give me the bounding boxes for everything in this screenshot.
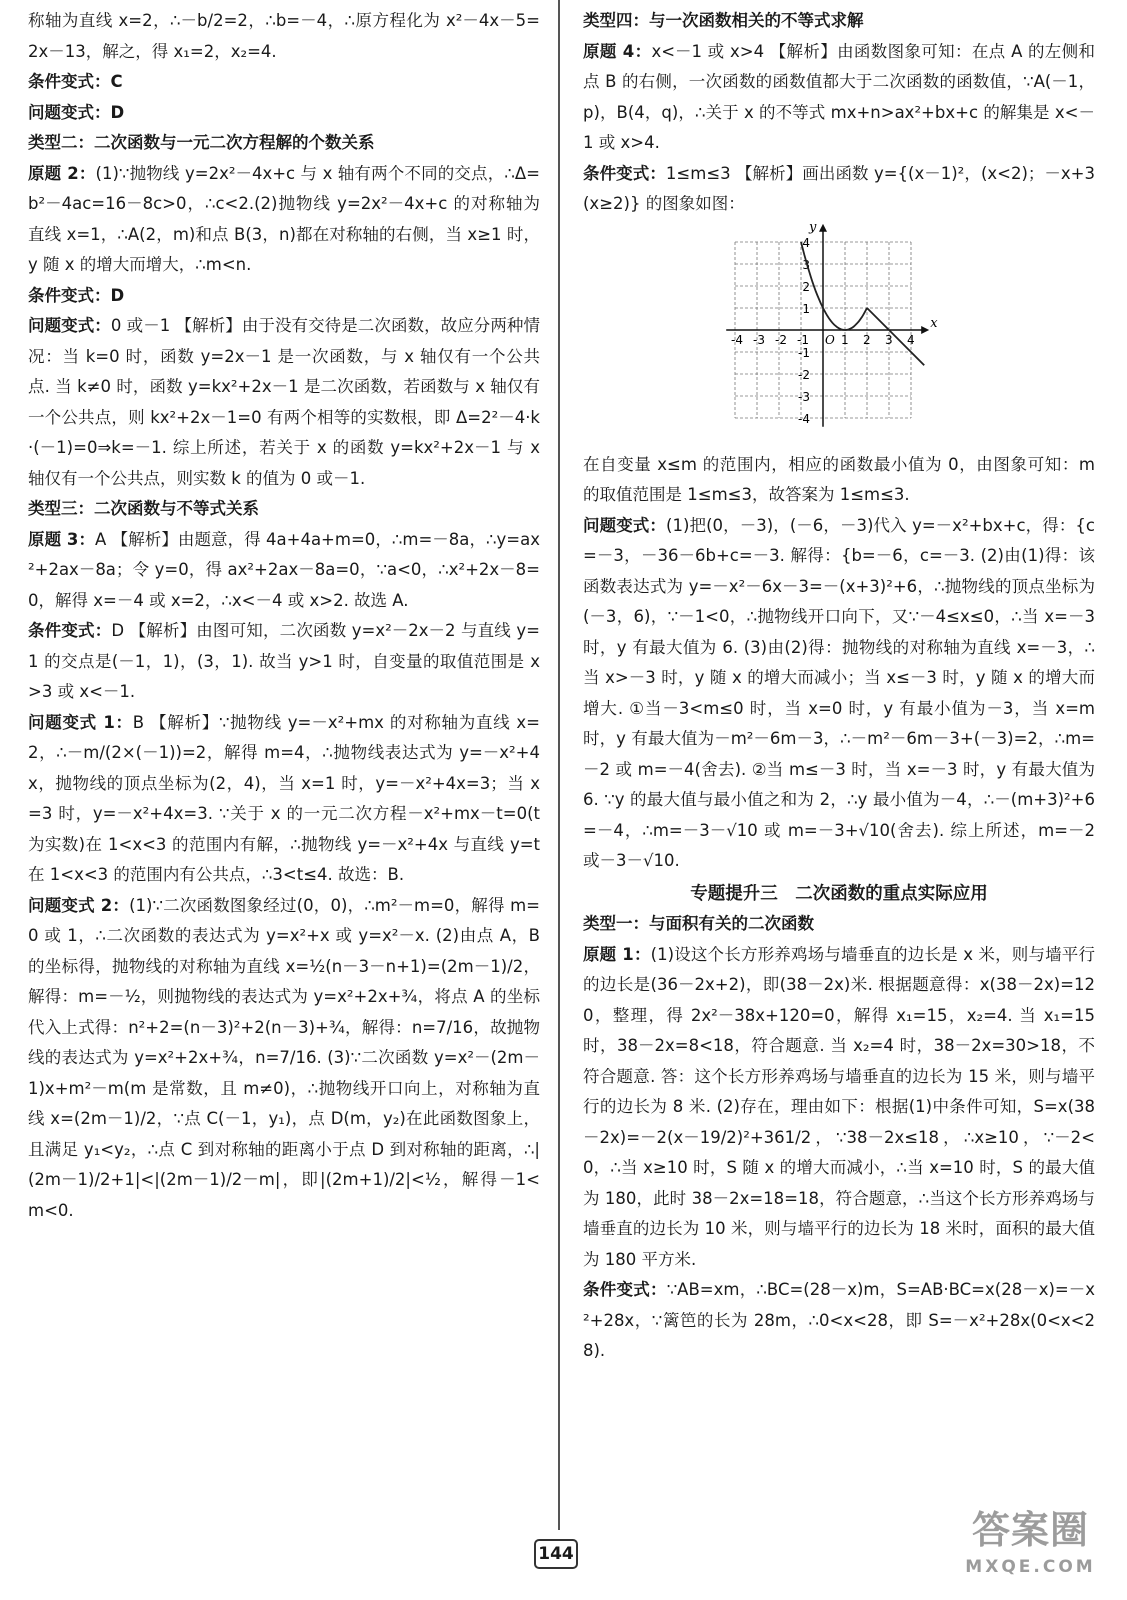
y-tick-label: -2 — [798, 367, 810, 382]
x-tick-label: -1 — [797, 332, 809, 347]
solution-text: 0 或－1 【解析】由于没有交待是二次函数，故应分两种情况：当 k=0 时，函数 y=2x－1 是一次函数，与 x 轴仅有一个公共点. 当 k≠0 时，函数 y=kx²+2x－1 是二次函数，若函数与 x 轴仅有一个公共点，则 kx²+2x－1=0 有两个相等的实数根，即 Δ=2²－4·k·(－1)=0⇒k=－1. 综上所述，若关于 x 的函数 y=kx²+2x－1 与 x 轴仅有一个公共点，则实数 k 的值为 0 或－1. — [28, 316, 540, 488]
y-tick-label: 1 — [802, 301, 810, 316]
solution-label: 问题变式： — [583, 515, 667, 535]
solution-paragraph — [583, 450, 1095, 511]
solution-paragraph — [28, 6, 540, 67]
subsection-heading: 类型二：二次函数与一元二次方程解的个数关系 — [28, 133, 375, 152]
column-divider — [558, 0, 560, 1530]
solution-text: D 【解析】由图可知，二次函数 y=x²－2x－2 与直线 y=1 的交点是(－1，1)，(3，1). 故当 y>1 时，自变量的取值范围是 x>3 或 x<－1. — [28, 621, 540, 701]
solution-text: (1)把(0，－3)，(－6，－3)代入 y=－x²+bx+c，得：{c=－3，－36－6b+c=－3. 解得：{b=－6，c=－3. (2)由(1)得：该函数表达式为 y=－x²－6x－3=－(x+3)²+6，∴抛物线的顶点坐标为(－3，6)，∵－1<0，∴抛物线开口向下，又∵－4≤x≤0，∴当 x=－3 时，y 有最大值为 6. (3)由(2)得：抛物线的对称轴为直线 x=－3，∴当 x>－3 时，y 随 x 的增大而减小；当 x≤－3 时，y 随 x 的增大而增大. ①当－3<m≤0 时，当 x=0 时，y 有最小值为－3，当 x=m 时，y 有最大值为－m²－6m－3，∴－m²－6m－3+(－3)=2，∴m=－2 或 m=－4(舍去). ②当 m≤－3 时，当 x=－3 时，y 有最大值为 6. ∵y 的最大值与最小值之和为 2，∴y 最小值为－4，∴－(m+3)²+6=－4，∴m=－3－√10 或 m=－3+√10(舍去). 综上所述，m=－2 或－3－√10. — [583, 515, 1096, 870]
solution-label: 条件变式： — [583, 1280, 667, 1299]
function-graph-svg — [713, 224, 953, 446]
right-column-top — [583, 6, 1095, 220]
solution-text: (1)∵抛物线 y=2x²－4x+c 与 x 轴有两个不同的交点，∴Δ=b²－4ac=16－8c>0，∴c<2.(2)抛物线 y=2x²－4x+c 的对称轴为直线 x=1，∴A(2，m)和点 B(3，n)都在对称轴的右侧，当 x≥1 时，y 随 x 的增大而增大，∴m<n. — [28, 163, 540, 274]
solution-text: ∵AB=xm，∴BC=(28－x)m，S=AB·BC=x(28－x)=－x²+28x，∵篱笆的长为 28m，∴0<x<28，即 S=－x²+28x(0<x<28). — [583, 1280, 1095, 1360]
solution-paragraph — [28, 616, 540, 708]
solution-label: 条件变式： — [28, 621, 112, 640]
solution-paragraph — [28, 311, 540, 494]
solution-paragraph — [28, 708, 540, 891]
x-tick-label: -2 — [775, 332, 787, 347]
subsection-heading: 类型三：二次函数与不等式关系 — [28, 499, 259, 518]
solution-paragraph — [28, 891, 540, 1227]
watermark-logo: 答案圈 — [971, 1508, 1089, 1552]
solution-paragraph — [28, 159, 540, 281]
y-tick-label: 4 — [802, 235, 810, 250]
solution-label: 条件变式： — [583, 163, 666, 183]
linear-branch — [867, 308, 924, 365]
solution-label: 原题 2： — [28, 163, 96, 183]
x-tick-label: -3 — [753, 332, 765, 347]
solution-label: 问题变式 2： — [28, 895, 130, 915]
section-title: 专题提升三 二次函数的重点实际应用 — [690, 883, 988, 904]
solution-paragraph — [583, 511, 1095, 877]
solution-text: B 【解析】∵抛物线 y=－x²+mx 的对称轴为直线 x=2，∴－m/(2×(－1))=2，解得 m=4，∴抛物线表达式为 y=－x²+4x，抛物线的顶点坐标为(2，4)，当 x=1 时，y=－x²+4x=3；当 x=3 时，y=－x²+4x=3. ∵关于 x 的一元二次方程－x²+mx－t=0(t 为实数)在 1<x<3 的范围内有解，∴抛物线 y=－x²+4x 与直线 y=t 在 1<x<3 的范围内有公共点，∴3<t≤4. 故选：B. — [28, 712, 540, 884]
solution-paragraph — [583, 159, 1095, 220]
solution-label: 原题 4： — [583, 41, 652, 61]
x-tick-label: -4 — [731, 332, 743, 347]
solution-text: (1)设这个长方形养鸡场与墙垂直的边长是 x 米，则与墙平行的边长是(36－2x+2)，即(38－2x)米. 根据题意得：x(38－2x)=120，整理，得 2x²－38x+120=0，解得 x₁=15，x₂=4. 当 x₁=15 时，38－2x=8<18，符合题意. 当 x₂=4 时，38－2x=30>18，不符合题意. 答：这个长方形养鸡场与墙垂直的边长为 15 米，则与墙平行的边长为 8 米. (2)存在，理由如下：根据(1)中条件可知，S=x(38－2x)=－2(x－19/2)²+361/2，∵38－2x≤18，∴x≥10，∵－2<0，∴当 x≥10 时，S 随 x 的增大而减小，∴当 x=10 时，S 的最大值为 180，此时 38－2x=18=18，符合题意，∴当这个长方形养鸡场与墙垂直的边长为 10 米，则与墙平行的边长为 18 米时，面积的最大值为 180 平方米. — [583, 944, 1095, 1269]
solution-text: 1≤m≤3 【解析】画出函数 y={(x－1)²，(x<2)；－x+3(x≥2)} 的图象如图： — [583, 163, 1096, 213]
solution-label: 原题 1： — [583, 944, 651, 964]
solution-label: 问题变式： — [28, 316, 111, 335]
page-number: 144 — [534, 1539, 578, 1569]
x-tick-label: 4 — [907, 332, 915, 347]
solution-paragraph — [583, 37, 1095, 159]
subsection-heading: 问题变式：D — [28, 102, 125, 122]
subsection-heading: 类型四：与一次函数相关的不等式求解 — [583, 11, 864, 30]
left-column — [28, 6, 540, 1226]
origin-label: O — [825, 332, 835, 347]
x-tick-label: 2 — [863, 332, 871, 347]
subsection-heading: 条件变式：C — [28, 72, 123, 91]
y-tick-label: -3 — [798, 389, 810, 404]
y-tick-label: 2 — [802, 279, 810, 294]
watermark-url: MXQE.COM — [965, 1557, 1096, 1577]
subsection-heading: 条件变式：D — [28, 285, 125, 305]
watermark — [948, 1504, 1113, 1592]
solution-text: 称轴为直线 x=2，∴－b/2=2，∴b=－4，∴原方程化为 x²－4x－5=2x－13，解之，得 x₁=2，x₂=4. — [28, 11, 540, 61]
solution-text: A 【解析】由题意，得 4a+4a+m=0，∴m=－8a，∴y=ax²+2ax－8a；令 y=0，得 ax²+2ax－8a=0，∵a<0，∴x²+2x－8=0，解得 x=－4 或 x=2，∴x<－4 或 x>2. 故选 A. — [28, 529, 540, 610]
subsection-heading: 类型一：与面积有关的二次函数 — [583, 914, 814, 933]
solution-text: (1)∵二次函数图象经过(0，0)，∴m²－m=0，解得 m=0 或 1，∴二次函数的表达式为 y=x²+x 或 y=x²－x. (2)由点 A，B 的坐标得，抛物线的对称轴为直线 x=½(n－3－n+1)=(2m－1)/2，解得：m=－½，则抛物线的表达式为 y=x²+2x+¾，将点 A 的坐标代入上式得：n²+2=(n－3)²+2(n－3)+¾，解得：n=7/16，故抛物线的表达式为 y=x²+2x+¾，n=7/16. (3)∵二次函数 y=x²－(2m－1)x+m²－m(m 是常数，且 m≠0)，∴抛物线开口向上，对称轴为直线 x=(2m－1)/2，∵点 C(－1，y₁)，点 D(m，y₂)在此函数图象上，且满足 y₁<y₂，∴点 C 到对称轴的距离小于点 D 到对称轴的距离，∴|(2m－1)/2+1|<|(2m－1)/2－m|，即|(2m+1)/2|<½，解得－1<m<0. — [28, 895, 540, 1220]
y-tick-label: -1 — [798, 345, 810, 360]
solution-paragraph — [583, 940, 1095, 1276]
y-tick-label: 3 — [802, 257, 810, 272]
y-axis-arrow — [819, 224, 827, 232]
y-tick-label: -4 — [798, 411, 810, 426]
solution-label: 问题变式 1： — [28, 712, 133, 732]
solution-label: 原题 3： — [28, 529, 96, 549]
solution-text: 在自变量 x≤m 的范围内，相应的函数最小值为 0，由图象可知：m 的取值范围是 1≤m≤3，故答案为 1≤m≤3. — [583, 454, 1095, 504]
solution-paragraph — [28, 525, 540, 617]
right-column-bottom — [583, 450, 1095, 1367]
right-column — [583, 6, 1095, 1367]
function-graph — [713, 224, 953, 446]
x-tick-label: 1 — [841, 332, 849, 347]
solution-paragraph — [583, 1275, 1095, 1367]
y-axis-label: y — [809, 223, 817, 235]
solution-text: x<－1 或 x>4 【解析】由函数图象可知：在点 A 的左侧和点 B 的右侧，一次函数的函数值都大于二次函数的函数值，∵A(－1，p)，B(4，q)，∴关于 x 的不等式 mx+n>ax²+bx+c 的解集是 x<－1 或 x>4. — [583, 41, 1095, 152]
x-axis-arrow — [921, 326, 929, 334]
x-axis-label: x — [930, 315, 938, 331]
x-tick-label: 3 — [885, 332, 893, 347]
